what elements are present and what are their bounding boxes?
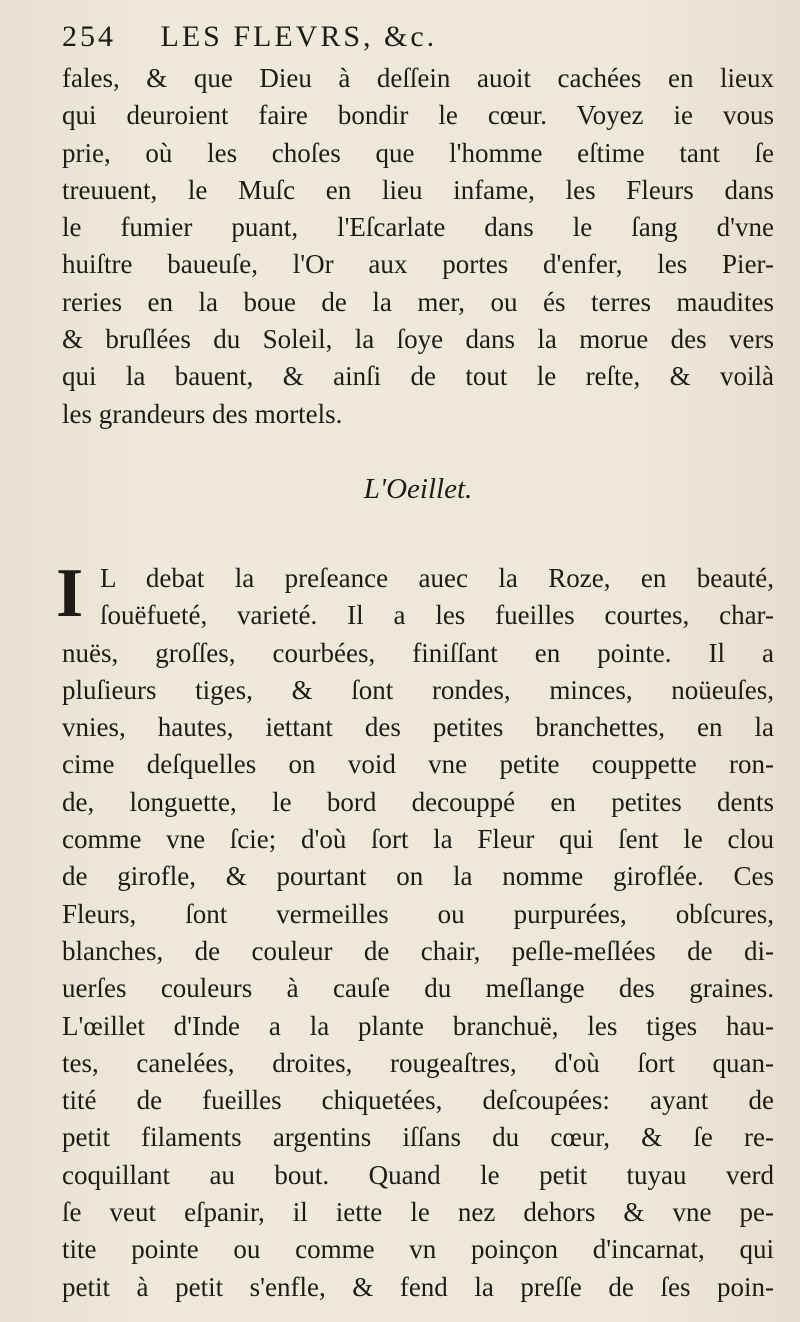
text-line: & bruſlées du Soleil, la ſoye dans la morue des vers <box>62 324 774 355</box>
text-line: L'œillet d'Inde a la plante branchuë, les tiges hau- <box>62 1010 774 1041</box>
paragraph-1 <box>62 60 774 433</box>
drop-cap: I <box>56 554 84 632</box>
text-line: les grandeurs des mortels. <box>62 398 343 429</box>
text-line: qui la bauent, & ainſi de tout le reſte, & voilà <box>62 361 774 392</box>
text-line: vnies, hautes, iettant des petites branchettes, en la <box>62 712 774 743</box>
text-line: blanches, de couleur de chair, peſle-meſlées de di- <box>62 935 774 966</box>
paragraph-2 <box>56 554 774 1306</box>
text-line: uerſes couleurs à cauſe du meſlange des graines. <box>62 973 774 1004</box>
running-title: LES FLEVRS, &c. <box>160 20 438 53</box>
page-body <box>56 60 774 1306</box>
text-line: ſe veut eſpanir, il iette le nez dehors & vne pe- <box>62 1197 774 1228</box>
text-line: pluſieurs tiges, & ſont rondes, minces, noüeuſes, <box>62 674 774 705</box>
running-header <box>62 20 437 54</box>
text-line: nuës, groſſes, courbées, finiſſant en pointe. Il a <box>62 637 774 668</box>
text-line: huiſtre baueuſe, l'Or aux portes d'enfer, les Pier- <box>62 249 774 280</box>
text-line: ſouëfueté, varieté. Il a les fueilles courtes, char- <box>100 600 774 631</box>
text-line: L debat la preſeance auec la Roze, en beauté, <box>100 562 774 593</box>
page-number: 254 <box>62 20 116 53</box>
text-line: prie, où les choſes que l'homme eſtime tant ſe <box>62 137 774 168</box>
text-line: reries en la boue de la mer, ou és terres maudites <box>62 286 774 317</box>
text-line: tite pointe ou comme vn poinçon d'incarnat, qui <box>62 1234 774 1265</box>
text-line: treuuent, le Muſc en lieu infame, les Fleurs dans <box>62 174 774 205</box>
text-line: coquillant au bout. Quand le petit tuyau verd <box>62 1159 774 1190</box>
text-line: de girofle, & pourtant on la nomme giroflée. Ces <box>62 861 774 892</box>
text-line: de, longuette, le bord decouppé en petites dents <box>62 786 774 817</box>
text-line: comme vne ſcie; d'où ſort la Fleur qui ſent le clou <box>62 824 774 855</box>
section-title: L'Oeillet. <box>363 472 473 505</box>
text-line: qui deuroient faire bondir le cœur. Voyez ie vous <box>62 100 774 131</box>
text-line: tes, canelées, droites, rougeaſtres, d'où ſort quan- <box>62 1047 774 1078</box>
text-line: Fleurs, ſont vermeilles ou purpurées, obſcures, <box>62 898 774 929</box>
text-line: petit filaments argentins iſſans du cœur, & ſe re- <box>62 1122 774 1153</box>
text-line: petit à petit s'enfle, & fend la preſſe de ſes poin- <box>62 1271 774 1302</box>
text-line: fales, & que Dieu à deſſein auoit cachées en lieux <box>62 63 774 93</box>
text-line: tité de fueilles chiquetées, deſcoupées: ayant de <box>62 1085 774 1116</box>
text-line: cime deſquelles on void vne petite couppette ron- <box>62 749 774 780</box>
text-line: le fumier puant, l'Eſcarlate dans le ſang d'vne <box>62 212 774 243</box>
